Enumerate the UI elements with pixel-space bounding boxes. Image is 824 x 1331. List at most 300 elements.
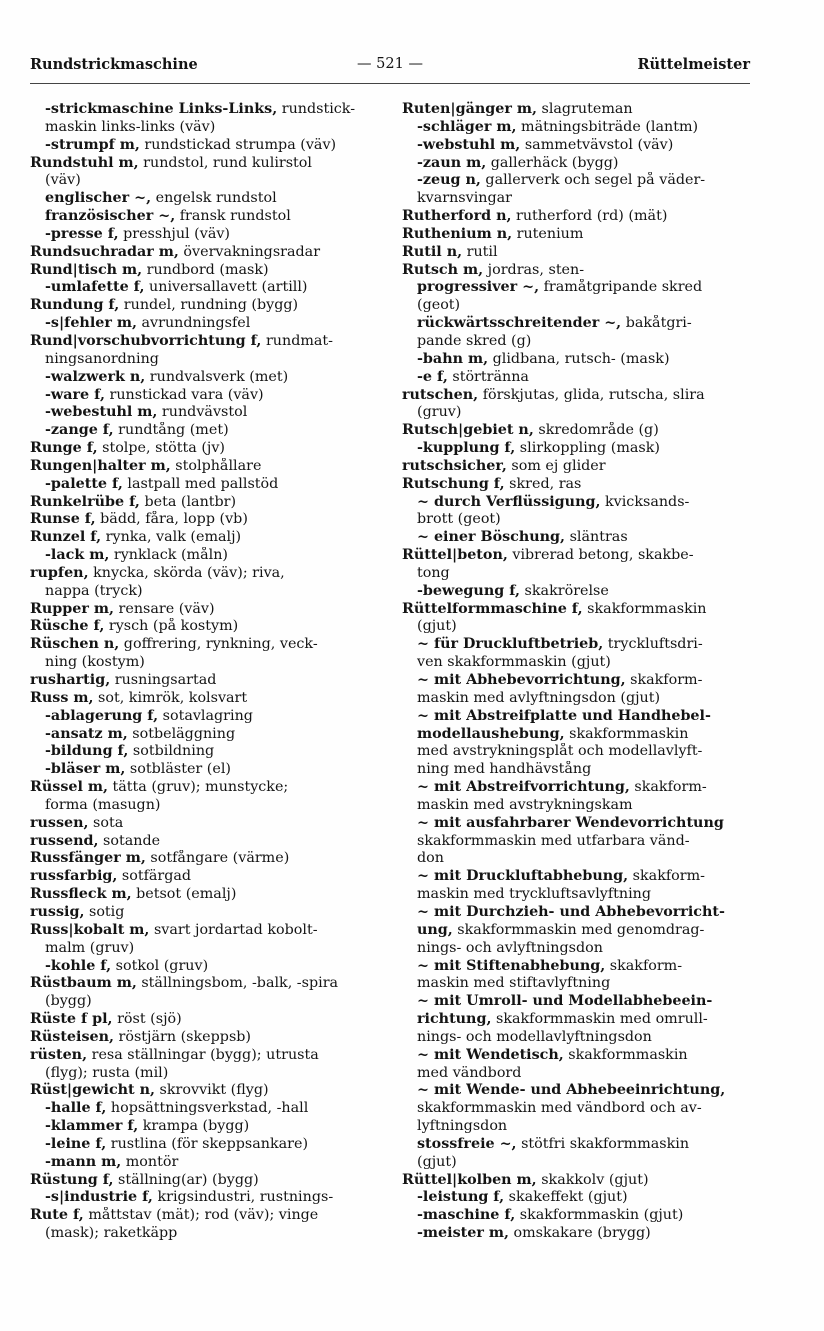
headword: Rund|tisch m, [30,261,143,278]
definition: övervakningsradar [178,243,321,260]
dictionary-line [402,404,760,422]
dictionary-line [402,155,760,173]
definition: rustlina (för skeppsankare) [106,1135,309,1152]
dictionary-line [30,1082,388,1100]
headword: -e f, [417,368,448,385]
headword: ~ mit Stiftenabhebung, [417,957,606,974]
headword: Runkelrübe f, [30,493,140,510]
headword: Rutschung f, [402,475,505,492]
definition: lyftningsdon [417,1118,508,1135]
definition: skakformmaskin [563,1046,688,1063]
dictionary-line [402,1189,760,1207]
dictionary-line [30,708,388,726]
headword: Rüstung f, [30,1171,114,1188]
definition: ning (kostym) [45,654,145,671]
headword: Rüttel|beton, [402,547,508,564]
headword: ~ einer Böschung, [417,529,566,546]
dictionary-line [30,208,388,226]
definition: skakformmaskin med vändbord och av- [417,1100,702,1117]
dictionary-line [30,529,388,547]
headword: ~ durch Verflüssigung, [417,493,601,510]
dictionary-line [30,1029,388,1047]
dictionary-line [30,868,388,886]
definition: (geot) [417,297,461,314]
headword: -webestuhl m, [45,404,158,421]
dictionary-line [402,1118,760,1136]
definition: runstickad vara (väv) [104,386,264,403]
headword: -meister m, [417,1225,509,1242]
dictionary-line [30,940,388,958]
dictionary-line [402,297,760,315]
headword: progressiver ~, [417,279,540,296]
definition: tryckluftsdri- [603,636,703,653]
definition: montör [121,1153,179,1170]
headword: Rüsteisen, [30,1028,114,1045]
headword: ~ mit Druckluftabhebung, [417,868,629,885]
definition: betsot (emalj) [131,886,237,903]
right-column [402,101,760,1243]
definition: stötfri skakformmaskin [516,1135,690,1152]
dictionary-line [402,1154,760,1172]
definition: skakformmaskin [582,600,707,617]
definition: ning med handhävstång [417,761,592,778]
dictionary-line [402,565,760,583]
dictionary-line [402,369,760,387]
dictionary-line [30,279,388,297]
headword: -zaun m, [417,154,487,171]
dictionary-line [402,458,760,476]
dictionary-line [30,137,388,155]
definition: slagruteman [536,101,633,117]
definition: som ej glider [506,457,606,474]
definition: rundstol, rund kulirstol [138,154,312,171]
dictionary-line [402,440,760,458]
dictionary-line [30,119,388,137]
dictionary-line [30,583,388,601]
definition: (gjut) [417,618,457,635]
definition: rundstick- [277,101,356,117]
definition: forma (masugn) [45,796,161,813]
dictionary-line [30,297,388,315]
definition: skrovvikt (flyg) [155,1082,269,1099]
dictionary-line [30,904,388,922]
headword: russig, [30,903,85,920]
definition: stolpe, stötta (jv) [97,440,225,457]
dictionary-line [402,618,760,636]
headword: stossfreie ~, [417,1135,517,1152]
headword: -strumpf m, [45,136,140,153]
definition: ställningsbom, -balk, -spira [136,975,339,992]
dictionary-line [402,1225,760,1243]
dictionary-line [30,351,388,369]
headword: französischer ~, [45,208,176,225]
dictionary-line [30,494,388,512]
headword: Rutherford n, [402,208,512,225]
definition: skakform- [628,868,705,885]
definition: ställning(ar) (bygg) [113,1171,259,1188]
headword: -kupplung f, [417,440,516,457]
dictionary-line [30,1065,388,1083]
definition: skakformmaskin med utfarbara vänd- [417,832,690,849]
headword: Ruthenium n, [402,225,513,242]
headword: -maschine f, [417,1207,516,1224]
definition: (gjut) [417,1153,457,1170]
dictionary-line [30,636,388,654]
dictionary-line [30,315,388,333]
definition: skakformmaskin med genomdrag- [452,921,705,938]
page-header [30,56,750,78]
definition: presshjul (väv) [118,225,231,242]
definition: rutil [462,243,498,260]
definition: nings- och modellavlyftningsdon [417,1028,652,1045]
headword: ~ mit Umroll- und Modellabhebeein- [417,993,713,1010]
headword: -lack m, [45,547,110,564]
headword: Runse f, [30,511,96,528]
definition: sotfångare (värme) [145,850,290,867]
definition: skakkolv (gjut) [536,1171,649,1188]
dictionary-line [402,137,760,155]
definition: sotig [84,903,125,920]
dictionary-line [402,672,760,690]
dictionary-line [402,833,760,851]
dictionary-line [30,672,388,690]
headword: -presse f, [45,225,119,242]
dictionary-line [30,262,388,280]
headword: Russfleck m, [30,886,132,903]
dictionary-line [30,1172,388,1190]
header-left-guideword: Rundstrickmaschine [30,56,198,73]
dictionary-line [30,618,388,636]
headword: Runge f, [30,440,98,457]
definition: rusningsartad [110,672,217,688]
dictionary-line [402,333,760,351]
definition: avrundningsfel [136,315,251,332]
definition: svart jordartad kobolt- [149,921,318,938]
dictionary-line [30,1189,388,1207]
dictionary-line [30,690,388,708]
headword: Rüschen n, [30,636,120,653]
definition: skakform- [625,672,703,688]
headword: Rüsche f, [30,618,105,635]
definition: krampa (bygg) [138,1118,250,1135]
dictionary-line [30,333,388,351]
definition: rynklack (måln) [109,547,228,564]
dictionary-line [30,1011,388,1029]
headword: Rutsch m, [402,261,484,278]
headword: -mann m, [45,1153,122,1170]
headword: Russ m, [30,689,94,706]
dictionary-line [402,476,760,494]
headword: -zange f, [45,422,114,439]
headword: -klammer f, [45,1118,139,1135]
definition: rysch (på kostym) [104,618,239,635]
definition: störtränna [447,368,529,385]
definition: ven skakformmaskin (gjut) [417,654,611,671]
definition: skakrörelse [520,582,609,599]
headword: rutschsicher, [402,457,507,474]
dictionary-line [30,601,388,619]
dictionary-line [30,993,388,1011]
headword: russend, [30,832,99,849]
definition: hopsättningsverkstad, -hall [106,1100,309,1117]
definition: rutenium [512,225,584,242]
headword: Rüstbaum m, [30,975,137,992]
dictionary-line [402,208,760,226]
definition: sot, kimrök, kolsvart [93,689,248,706]
headword: Russ|kobalt m, [30,921,150,938]
dictionary-line [30,440,388,458]
dictionary-line [402,868,760,886]
dictionary-line [402,636,760,654]
definition: tong [417,564,450,581]
definition: omskakare (brygg) [508,1225,651,1242]
definition: med avstrykningsplåt och modellavlyft- [417,743,703,760]
dictionary-line [402,975,760,993]
headword: Rungen|halter m, [30,457,171,474]
headword: ~ mit Abhebevorrichtung, [417,672,626,688]
headword: englischer ~, [45,190,152,207]
headword: Rüste f pl, [30,1011,113,1028]
definition: rundtång (met) [113,422,229,439]
dictionary-line [402,315,760,333]
headword: ~ mit ausfahrbarer Wendevorrichtung [417,814,724,831]
headword: -leistung f, [417,1189,505,1206]
dictionary-line [402,190,760,208]
dictionary-line [30,172,388,190]
headword: Rundung f, [30,297,120,314]
headword: -leine f, [45,1135,107,1152]
definition: maskin med stiftavlyftning [417,975,611,992]
headword: Rüst|gewicht n, [30,1082,156,1099]
definition: slirkoppling (mask) [515,440,660,457]
definition: tätta (gruv); munstycke; [107,779,289,796]
headword: -bläser m, [45,761,126,778]
definition: resa ställningar (bygg); utrusta [87,1046,319,1063]
dictionary-line [30,547,388,565]
definition: skakform- [629,779,707,796]
dictionary-line [30,458,388,476]
headword: -halle f, [45,1100,107,1117]
definition: (flyg); rusta (mil) [45,1064,169,1081]
dictionary-line [30,975,388,993]
definition: engelsk rundstol [151,190,277,207]
dictionary-line [402,583,760,601]
definition: kvarnsvingar [417,190,513,207]
headword: rushartig, [30,672,111,688]
definition: lastpall med pallstöd [122,475,279,492]
dictionary-line [402,815,760,833]
definition: don [417,850,444,867]
headword: Rutsch|gebiet n, [402,422,534,439]
headword: -zeug n, [417,172,481,189]
definition: rensare (väv) [113,600,215,617]
headword: -kohle f, [45,957,112,974]
headword: modellaushebung, [417,725,565,742]
definition: rundbord (mask) [142,261,269,278]
dictionary-line [30,779,388,797]
definition: stolphållare [170,457,262,474]
headword: Rutil n, [402,243,463,260]
dictionary-line [402,1029,760,1047]
dictionary-line [30,815,388,833]
dictionary-line [402,708,760,726]
dictionary-line [30,833,388,851]
headword: -ablagerung f, [45,707,159,724]
dictionary-line [402,690,760,708]
definition: krigsindustri, rustnings- [152,1189,334,1206]
dictionary-line [30,101,388,119]
definition: ningsanordning [45,350,159,367]
definition: skakformmaskin (gjut) [515,1207,684,1224]
dictionary-line [402,351,760,369]
dictionary-line [402,940,760,958]
definition: sotande [98,832,161,849]
dictionary-line [402,886,760,904]
header-right-guideword: Rüttelmeister [637,56,750,73]
definition: pande skred (g) [417,332,532,349]
headword: Rüssel m, [30,779,108,796]
definition: beta (lantbr) [139,493,237,510]
headword: -ansatz m, [45,725,128,742]
headword: ~ mit Wende- und Abhebeeinrichtung, [417,1082,726,1099]
dictionary-line [402,494,760,512]
definition: (mask); raketkäpp [45,1225,178,1242]
definition: förskjutas, glida, rutscha, slira [478,386,705,403]
definition: sotbildning [128,743,215,760]
headword: -schläger m, [417,118,517,135]
headword: Rupper m, [30,600,114,617]
definition: släntras [565,529,628,546]
definition: röstjärn (skeppsb) [113,1028,252,1045]
definition: rynka, valk (emalj) [101,529,242,546]
definition: (bygg) [45,993,92,1010]
dictionary-line [402,226,760,244]
dictionary-line [402,958,760,976]
definition: maskin med tryckluftsavlyftning [417,886,652,903]
definition: sotavlagring [158,707,253,724]
definition: röst (sjö) [112,1011,182,1028]
dictionary-line [402,1065,760,1083]
definition: glidbana, rutsch- (mask) [488,350,670,367]
headword: -bildung f, [45,743,129,760]
dictionary-line [30,155,388,173]
dictionary-line [402,279,760,297]
definition: rundstickad strumpa (väv) [139,136,337,153]
headword: -palette f, [45,475,123,492]
definition: maskin med avstrykningskam [417,796,633,813]
dictionary-line [30,422,388,440]
headword: -webstuhl m, [417,136,521,153]
page-number: — 521 — [357,56,423,72]
dictionary-line [402,797,760,815]
definition: nappa (tryck) [45,582,143,599]
dictionary-line [30,476,388,494]
dictionary-line [402,529,760,547]
definition: framåtgripande skred [539,279,703,296]
dictionary-line [30,1047,388,1065]
definition: gallerverk och segel på väder- [480,172,706,189]
headword: richtung, [417,1011,492,1028]
definition: rundel, rundning (bygg) [119,297,299,314]
dictionary-line [30,387,388,405]
definition: skakformmaskin med omrull- [491,1011,708,1028]
dictionary-line [402,101,760,119]
headword: -strickmaschine Links-Links, [45,101,278,117]
header-rule [30,83,750,84]
definition: vibrerad betong, skakbe- [507,547,694,564]
dictionary-line [402,1100,760,1118]
dictionary-line [402,1047,760,1065]
definition: rundmat- [261,332,334,349]
headword: ~ mit Durchzieh- und Abhebevorricht- [417,903,725,920]
dictionary-line [402,511,760,529]
headword: -umlafette f, [45,279,145,296]
definition: mätningsbiträde (lantm) [516,118,699,135]
headword: rutschen, [402,386,479,403]
left-column [30,101,388,1243]
dictionary-line [30,1100,388,1118]
headword: russen, [30,814,89,831]
headword: ~ mit Abstreifplatte und Handhebel- [417,707,711,724]
dictionary-line [30,369,388,387]
definition: brott (geot) [417,511,501,528]
headword: Rundstuhl m, [30,154,139,171]
headword: Rüttelformmaschine f, [402,600,583,617]
headword: ~ für Druckluftbetrieb, [417,636,604,653]
dictionary-line [402,1172,760,1190]
dictionary-line [30,922,388,940]
definition: (väv) [45,172,81,189]
definition: maskin links-links (väv) [45,118,216,135]
dictionary-line [30,797,388,815]
headword: -walzwerk n, [45,368,146,385]
headword: -s|industrie f, [45,1189,153,1206]
definition: med vändbord [417,1064,522,1081]
dictionary-line [30,654,388,672]
dictionary-line [402,119,760,137]
headword: rückwärtsschreitender ~, [417,315,622,332]
definition: kvicksands- [600,493,690,510]
dictionary-line [402,761,760,779]
dictionary-line [30,244,388,262]
headword: rupfen, [30,564,89,581]
headword: Ruten|gänger m, [402,101,537,117]
dictionary-line [30,726,388,744]
definition: skakeffekt (gjut) [504,1189,628,1206]
definition: malm (gruv) [45,939,135,956]
dictionary-line [30,761,388,779]
definition: fransk rundstol [175,208,291,225]
definition: sotbläster (el) [125,761,231,778]
headword: -ware f, [45,386,105,403]
definition: (gruv) [417,404,462,421]
definition: skredområde (g) [533,422,659,439]
dictionary-line [402,993,760,1011]
dictionary-line [30,1207,388,1225]
dictionary-line [30,190,388,208]
dictionary-line [402,1207,760,1225]
dictionary-line [30,511,388,529]
dictionary-line [402,601,760,619]
dictionary-line [402,726,760,744]
headword: ~ mit Abstreifvorrichtung, [417,779,630,796]
dictionary-line [402,422,760,440]
dictionary-line [402,743,760,761]
definition: skakformmaskin [564,725,689,742]
dictionary-line [30,1118,388,1136]
dictionary-line [30,565,388,583]
headword: -s|fehler m, [45,315,137,332]
